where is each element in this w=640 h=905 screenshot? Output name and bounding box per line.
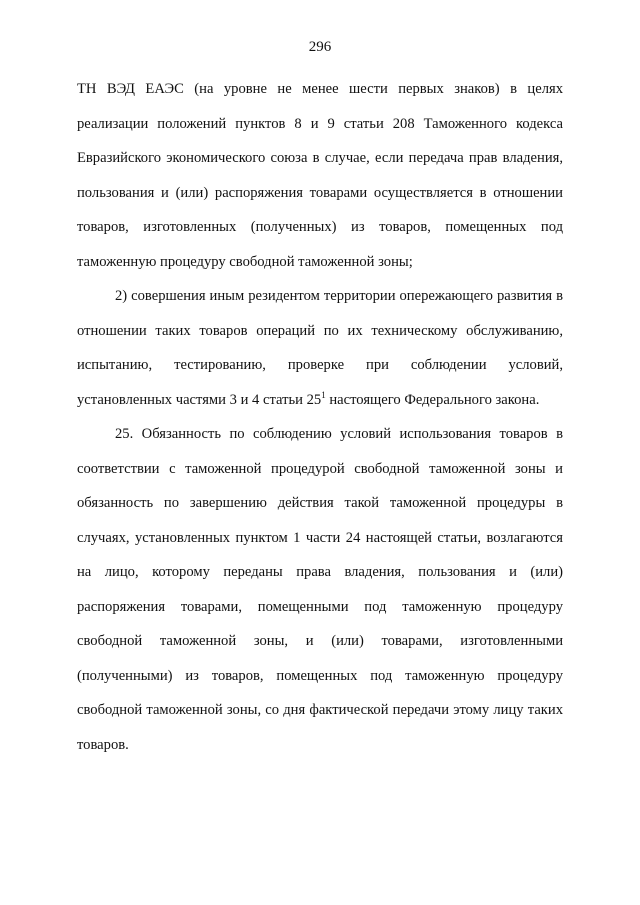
paragraph-item-2	[77, 279, 563, 417]
paragraph-item-2-text: 2) совершения иным резидентом территории опережающего развития в отношении таких товаров операций по их техническому обслуживанию, испытанию, тестированию, проверке при соблюдении условий, установленных частями 3 и 4 статьи 25	[77, 288, 563, 408]
paragraph-continuation: ТН ВЭД ЕАЭС (на уровне не менее шести первых знаков) в целях реализации положений пунктов 8 и 9 статьи 208 Таможенного кодекса Евразийского экономического союза в случае, если передача прав владения, пользования и (или) распоряжения товарами осуществляется в отношении товаров, изготовленных (полученных) из товаров, помещенных под таможенную процедуру свободной таможенной зоны;	[77, 81, 563, 270]
paragraph-item-2-tail: настоящего Федерального закона.	[325, 391, 540, 408]
superscript-article-index: 1	[321, 389, 326, 400]
document-body	[77, 72, 563, 762]
page-number: 296	[308, 39, 332, 55]
paragraph-clause-25: 25. Обязанность по соблюдению условий использования товаров в соответствии с таможенной процедурой свободной таможенной зоны и обязанность по завершению действия такой таможенной процедуры в случаях, установленных пунктом 1 части 24 настоящей статьи, возлагаются на лицо, которому переданы права владения, пользования и (или) распоряжения товарами, помещенными под таможенную процедуру свободной таможенной зоны, и (или) товарами, изготовленными (полученными) из товаров, помещенных под таможенную процедуру свободной таможенной зоны, со дня фактической передачи этому лицу таких товаров.	[77, 426, 563, 753]
